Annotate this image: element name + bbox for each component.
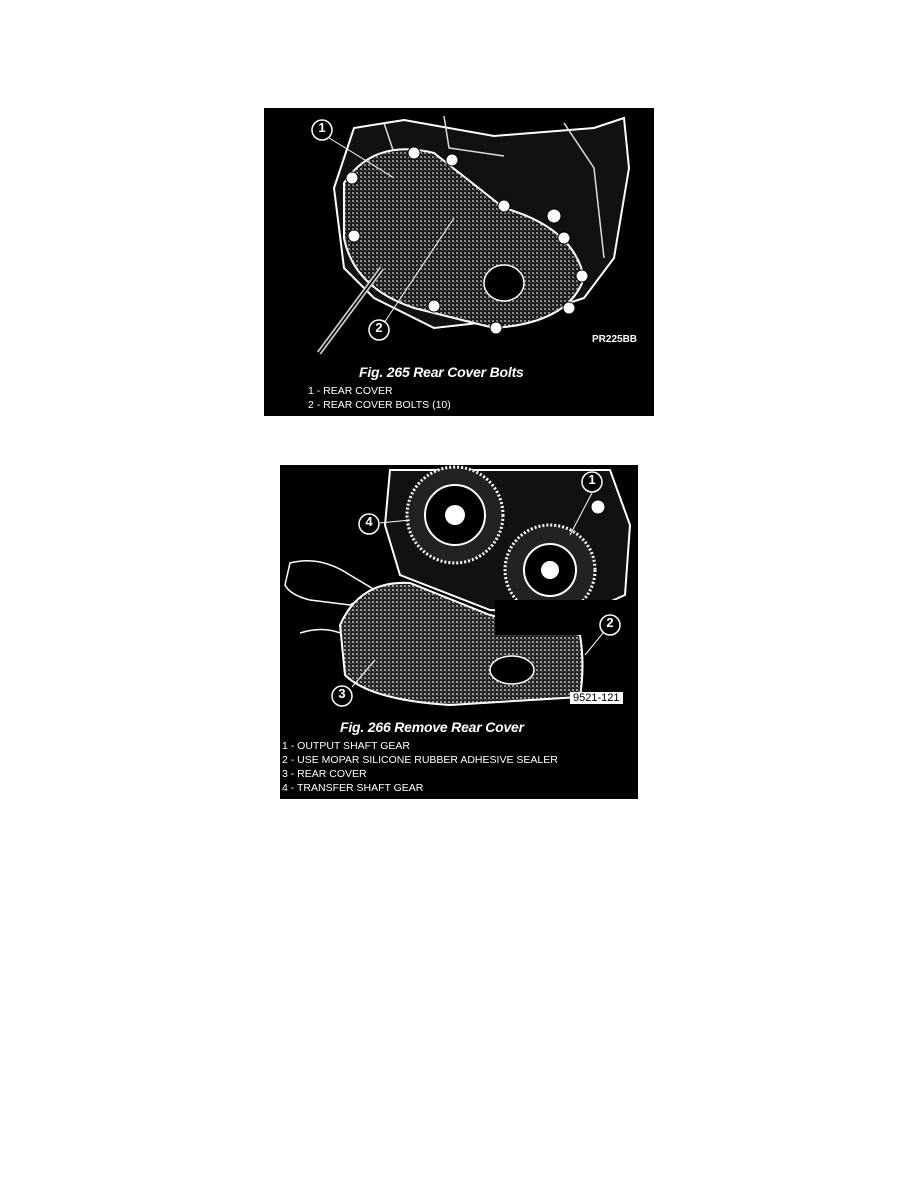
figure-remove-rear-cover	[280, 465, 638, 799]
callout-2-label: 2	[375, 320, 383, 335]
callout-2-label: 2	[606, 615, 614, 630]
figure-caption: Fig. 265 Rear Cover Bolts	[359, 364, 524, 380]
image-code: 9521-121	[570, 692, 623, 704]
legend-item: 3 - REAR COVER	[282, 768, 367, 780]
callout-1-label: 1	[318, 120, 326, 135]
callout-1-label: 1	[588, 472, 596, 487]
legend-item: 1 - OUTPUT SHAFT GEAR	[282, 740, 410, 752]
legend-item: 4 - TRANSFER SHAFT GEAR	[282, 782, 424, 794]
rear-cover-bolts-illustration	[264, 108, 654, 366]
legend-item: 2 - USE MOPAR SILICONE RUBBER ADHESIVE SEALER	[282, 754, 558, 766]
figure-rear-cover-bolts	[264, 108, 654, 416]
figure-legend	[282, 739, 558, 795]
legend-item: 1 - REAR COVER	[308, 385, 393, 397]
callout-3-label: 3	[338, 686, 346, 701]
callout-4-label: 4	[365, 514, 373, 529]
remove-rear-cover-illustration	[280, 465, 638, 715]
figure-legend	[308, 384, 451, 412]
image-code: PR225BB	[592, 334, 638, 345]
figure-caption: Fig. 266 Remove Rear Cover	[340, 719, 524, 735]
legend-item: 2 - REAR COVER BOLTS (10)	[308, 399, 451, 411]
